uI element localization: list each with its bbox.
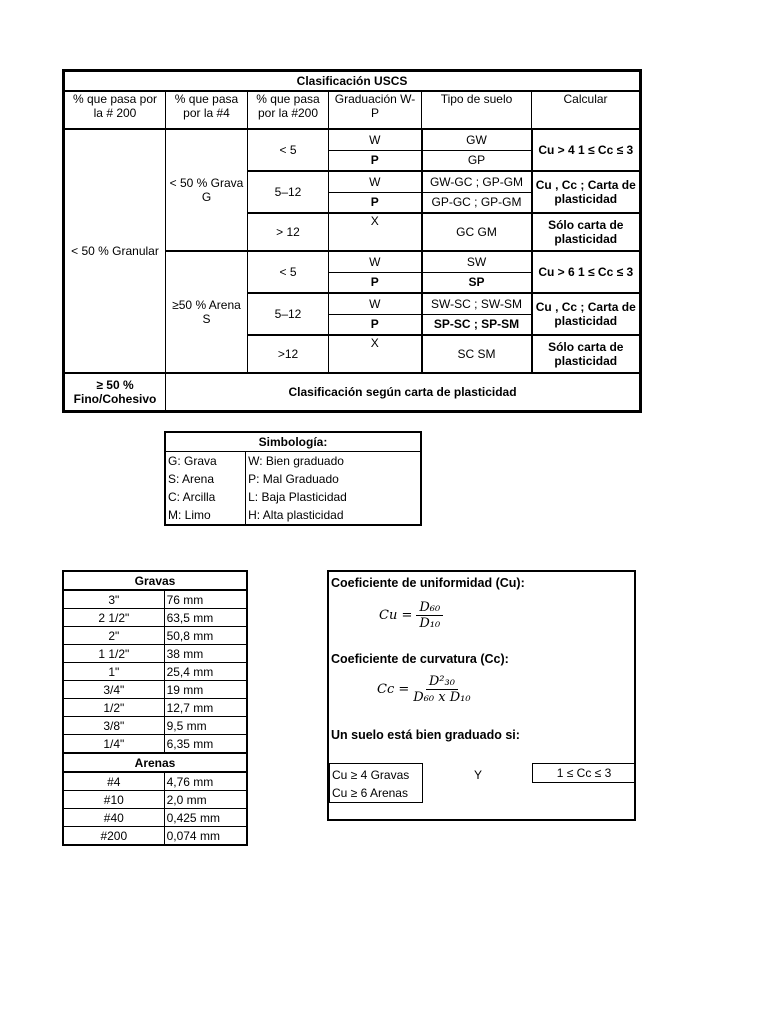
uscs-table	[62, 69, 642, 413]
calc-cell: Sólo carta de plasticidad	[532, 213, 641, 251]
cu-condition-box	[329, 763, 423, 803]
sieve-size: #200	[63, 827, 164, 846]
sieve-row	[63, 681, 247, 699]
grad-cell: P	[329, 192, 422, 213]
sieve-row	[63, 663, 247, 681]
sieve-size: 1"	[63, 663, 164, 681]
tipo-cell: SP	[422, 272, 532, 293]
cond-gravas: Cu ≥ 4 Gravas	[332, 768, 410, 782]
header-pasa-200b: % que pasa por la #200	[248, 91, 329, 129]
tipo-cell: SW-SC ; SW-SM	[422, 293, 532, 314]
header-pasa-4: % que pasa por la #4	[166, 91, 248, 129]
cu-title: Coeficiente de uniformidad (Cu):	[331, 576, 525, 590]
arena-label: ≥50 % Arena S	[166, 251, 248, 373]
sieve-size: 2 1/2"	[63, 609, 164, 627]
grad-cell: P	[329, 272, 422, 293]
sieve-size: #4	[63, 772, 164, 791]
sieve-row	[63, 645, 247, 663]
sym-right: L: Baja Plasticidad	[248, 490, 347, 504]
sieve-mm: 19 mm	[164, 681, 247, 699]
and-label: Y	[474, 768, 483, 782]
cu-numerator: D₆₀	[416, 600, 443, 616]
sym-right: W: Bien graduado	[248, 454, 344, 468]
sym-right: H: Alta plasticidad	[248, 508, 344, 522]
cond-arenas: Cu ≥ 6 Arenas	[332, 786, 408, 800]
cc-numerator: D²₃₀	[426, 674, 458, 690]
sym-left: G: Grava	[165, 452, 246, 471]
grad-cell: W	[329, 129, 422, 150]
sieve-row	[63, 627, 247, 645]
grava-lt5: < 5	[248, 129, 329, 171]
uscs-title: Clasificación USCS	[64, 71, 641, 92]
sym-right: P: Mal Graduado	[248, 472, 339, 486]
grad-cell: X	[329, 335, 422, 373]
sieve-size: 1 1/2"	[63, 645, 164, 663]
calc-cell: Cu , Cc ; Carta de plasticidad	[532, 293, 641, 335]
grava-5-12: 5–12	[248, 171, 329, 213]
simbologia-table	[164, 431, 422, 526]
header-graduacion: Graduación W-P	[329, 91, 422, 129]
sieve-mm: 50,8 mm	[164, 627, 247, 645]
sieve-row	[63, 827, 247, 846]
grad-cell: W	[329, 251, 422, 272]
cc-lhs: Cc =	[377, 682, 410, 697]
sieve-row	[63, 590, 247, 609]
sieve-size: #40	[63, 809, 164, 827]
sieve-size: #10	[63, 791, 164, 809]
sieve-row	[63, 699, 247, 717]
sieve-mm: 25,4 mm	[164, 663, 247, 681]
header-tipo-suelo: Tipo de suelo	[422, 91, 532, 129]
fino-text: Clasificación según carta de plasticidad	[166, 373, 641, 412]
tipo-cell: GW	[422, 129, 532, 150]
tipo-cell: GP-GC ; GP-GM	[422, 192, 532, 213]
arena-gt12: >12	[248, 335, 329, 373]
tipo-cell: SP-SC ; SP-SM	[422, 314, 532, 335]
cc-condition-box: 1 ≤ Cc ≤ 3	[532, 763, 636, 783]
header-pasa-200: % que pasa por la # 200	[64, 91, 166, 129]
bien-graduado-title: Un suelo está bien graduado si:	[331, 728, 520, 742]
sieve-mm: 0,074 mm	[164, 827, 247, 846]
sieve-mm: 2,0 mm	[164, 791, 247, 809]
grava-gt12: > 12	[248, 213, 329, 251]
sieve-size: 3/8"	[63, 717, 164, 735]
grad-cell: W	[329, 171, 422, 192]
grad-cell: P	[329, 314, 422, 335]
sym-left: M: Limo	[165, 506, 246, 525]
sieve-mm: 6,35 mm	[164, 735, 247, 754]
arena-5-12: 5–12	[248, 293, 329, 335]
calc-cell: Cu , Cc ; Carta de plasticidad	[532, 171, 641, 213]
coefficients-panel	[327, 570, 636, 821]
sieve-size: 1/2"	[63, 699, 164, 717]
fino-label: ≥ 50 % Fino/Cohesivo	[64, 373, 166, 412]
sieve-mm: 76 mm	[164, 590, 247, 609]
cc-title: Coeficiente de curvatura (Cc):	[331, 652, 509, 666]
tipo-cell: GW-GC ; GP-GM	[422, 171, 532, 192]
sieve-mm: 38 mm	[164, 645, 247, 663]
sym-left: S: Arena	[165, 470, 246, 488]
sieves-table	[62, 570, 248, 846]
sieve-row	[63, 791, 247, 809]
tipo-cell: GP	[422, 150, 532, 171]
arena-lt5: < 5	[248, 251, 329, 293]
grad-cell: X	[329, 213, 422, 251]
sieve-mm: 12,7 mm	[164, 699, 247, 717]
header-calcular: Calcular	[532, 91, 641, 129]
sieve-row	[63, 609, 247, 627]
sieve-row	[63, 717, 247, 735]
calc-cell: Cu > 4 1 ≤ Cc ≤ 3	[532, 129, 641, 171]
sieve-row	[63, 735, 247, 754]
sieve-size: 1/4"	[63, 735, 164, 754]
sieve-mm: 9,5 mm	[164, 717, 247, 735]
simbologia-title: Simbología:	[165, 432, 421, 452]
sieve-row	[63, 809, 247, 827]
sieve-mm: 0,425 mm	[164, 809, 247, 827]
tipo-cell: SW	[422, 251, 532, 272]
tipo-cell: GC GM	[422, 213, 532, 251]
sieve-mm: 63,5 mm	[164, 609, 247, 627]
sieve-size: 3"	[63, 590, 164, 609]
calc-cell: Sólo carta de plasticidad	[532, 335, 641, 373]
grad-cell: W	[329, 293, 422, 314]
sieve-group-title: Gravas	[63, 571, 247, 590]
cc-denominator: D₆₀ x D₁₀	[413, 690, 471, 705]
grava-label: < 50 % Grava G	[166, 129, 248, 251]
calc-cell: Cu > 6 1 ≤ Cc ≤ 3	[532, 251, 641, 293]
sieve-row	[63, 772, 247, 791]
cu-formula	[379, 600, 443, 631]
cu-denominator: D₁₀	[419, 616, 441, 631]
grad-cell: P	[329, 150, 422, 171]
sieve-group-title: Arenas	[63, 753, 247, 772]
sieve-size: 3/4"	[63, 681, 164, 699]
sieve-mm: 4,76 mm	[164, 772, 247, 791]
sieve-size: 2"	[63, 627, 164, 645]
sym-left: C: Arcilla	[165, 488, 246, 506]
granular-label: < 50 % Granular	[64, 129, 166, 373]
tipo-cell: SC SM	[422, 335, 532, 373]
cc-formula	[377, 674, 471, 705]
cu-lhs: Cu =	[379, 608, 413, 623]
